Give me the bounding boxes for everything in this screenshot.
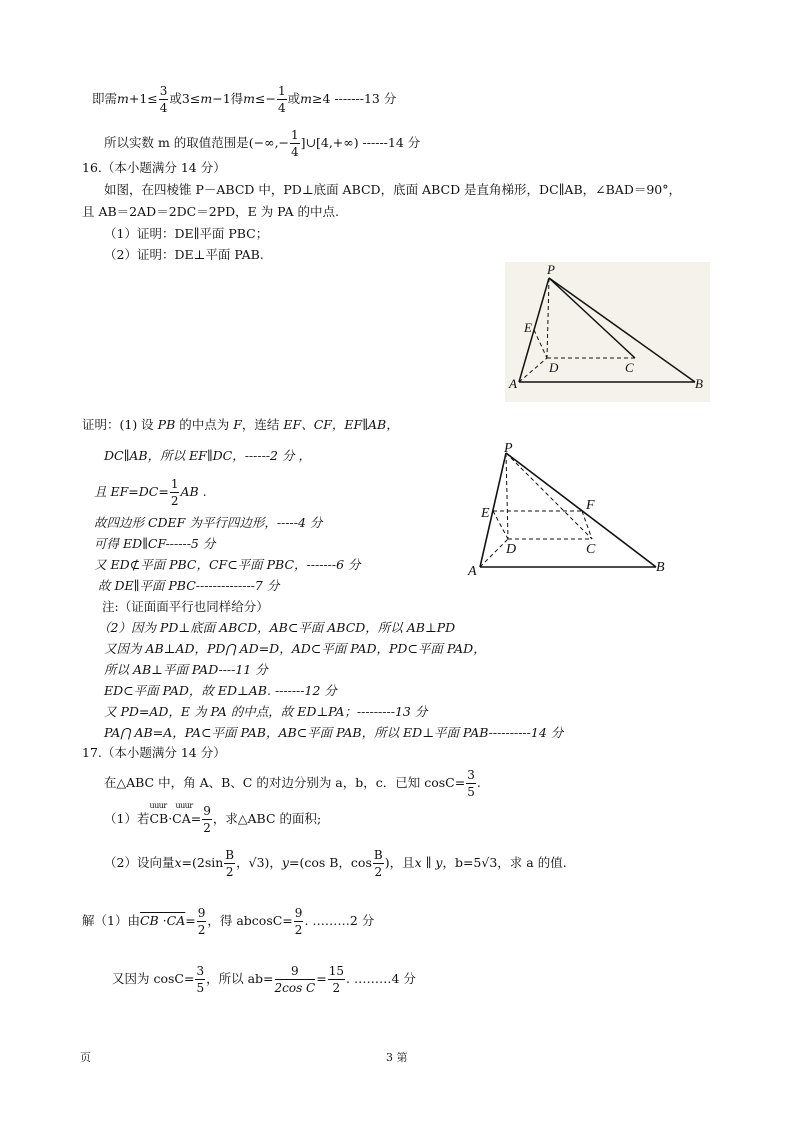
proof16-line-2: DC∥AB，所以 EF∥DC，------2 分 ， [104,448,311,463]
proof16-line-10: 又因为 AB⊥AD，PD⋂ AD=D，AD⊂平面 PAD，PD⊂平面 PAD， [104,641,486,656]
label-a: A [509,376,517,391]
footer-page-number: 3 第 [386,1051,408,1064]
q16-statement-1: 如图，在四棱锥 P－ABCD 中，PD⊥底面 ABCD，底面 ABCD 是直角梯形，DC∥AB，∠BAD＝90°， [104,182,681,197]
proof16-line-6: 又 ED⊄平面 PBC，CF⊂平面 PBC，-------6 分 [94,557,361,572]
fraction: $\frac{9}{2}$ [203,804,211,835]
q17-header: 17.（本小题满分 14 分） [82,745,226,760]
proof16-note: 注:（证面面平行也同样给分） [102,599,269,614]
sol17-line-1: 解（1）由CB ·CA= $\frac{9}{2}$ ，得 abcosC= $\frac{9}{2}$ . ………2 分 [82,906,375,937]
pyramid-figure-1 [505,262,710,402]
fraction: $\frac{9}{\text{2cos C}}$ [274,964,316,995]
fraction: $\frac{9}{2}$ [197,906,206,937]
fraction: $\frac{1}{4}$ [277,84,286,115]
fraction: $\frac{15}{2}$ [328,964,344,995]
label-c: C [625,360,634,375]
condition-line: 即需m+1≤ $\frac{3}{4}$ 或3≤m−1得m≤− $\frac{1}{4}$ 或m≥4 -------13 分 [92,84,397,115]
proof16-line-12: ED⊂平面 PAD，故 ED⊥AB. -------12 分 [104,683,337,698]
proof16-line-9: （2）因为 PD⊥底面 ABCD，AB⊂平面 ABCD，所以 AB⊥PD [98,620,456,635]
sol17-line-2: 又因为 cosC= $\frac{3}{5}$ ，所以 ab= $\frac{9}{\text{2cos C}}$ = $\frac{15}{2}$ . ………4 分 [112,964,416,995]
edge-pd [506,453,508,539]
fraction: $\frac{3}{5}$ [196,964,205,995]
pyramid-figure-2 [466,443,678,579]
fraction: $\frac{B}{2}$ [373,848,383,879]
fraction: $\frac{1}{2}$ [170,477,179,508]
proof16-line-7: 故 DE∥平面 PBC--------------7 分 [98,578,280,593]
q17-statement: 在△ABC 中，角 A、B、C 的对边分别为 a，b，c．已知 cosC= $\frac{3}{5}$ . [104,768,481,799]
edge-pc [506,453,592,539]
range-conclusion-line: 所以实数 m 的取值范围是(−∞,− $\frac{1}{4}$ ]∪[4,+∞) ------14 分 [104,128,421,159]
proof16-line-11: 所以 AB⊥平面 PAD----11 分 [104,662,268,677]
fraction: $\frac{3}{4}$ [159,84,168,115]
edge-pb [506,453,656,567]
q17-part-2: （2）设向量x=(2sin $\frac{B}{2}$ ，√3)，y=(cos B，cos $\frac{B}{2}$ )，且x ∥ y，b=5√3，求 a 的值. [104,848,567,879]
label-e: E [481,506,490,521]
label-e: E [524,320,532,335]
proof16-line-1: 证明：(1) 设 PB 的中点为 F，连结 EF、CF，EF∥AB， [82,417,399,432]
q16-statement-2: 且 AB＝2AD＝2DC＝2PD，E 为 PA 的中点. [82,204,339,219]
proof16-line-3: 且 EF=DC= $\frac{1}{2}$ AB . [94,477,207,508]
q16-part-2: （2）证明：DE⊥平面 PAB. [104,247,264,262]
label-p: P [547,262,555,277]
fraction: $\frac{9}{2}$ [294,906,303,937]
edge-ad [480,539,508,567]
label-d: D [506,542,517,557]
proof16-line-4: 故四边形 CDEF 为平行四边形，-----4 分 [94,515,323,530]
q16-header: 16.（本小题满分 14 分） [82,160,226,175]
fraction: $\frac{3}{5}$ [467,768,475,799]
proof16-line-13: 又 PD=AD，E 为 PA 的中点，故 ED⊥PA；---------13 分 [104,704,428,719]
q17-part-1: （1）若 uuur uuur CB·CA= $\frac{9}{2}$ ，求△ABC 的面积; [104,801,322,835]
label-c: C [586,542,596,557]
label-a: A [468,564,477,579]
q16-part-1: （1）证明：DE∥平面 PBC； [104,226,269,241]
label-p: P [504,443,513,456]
fraction: $\frac{1}{4}$ [291,128,299,159]
label-b: B [656,560,665,575]
label-f: F [586,498,595,513]
label-d: D [549,360,559,375]
proof16-line-5: 可得 ED∥CF------5 分 [94,536,216,551]
fraction: $\frac{B}{2}$ [225,848,235,879]
edge-ed [493,511,508,539]
footer-left: 页 [80,1051,91,1064]
proof16-line-14: PA⋂ AB=A，PA⊂平面 PAB，AB⊂平面 PAB，所以 ED⊥平面 PAB----------14 分 [104,725,564,740]
label-b: B [695,376,703,391]
